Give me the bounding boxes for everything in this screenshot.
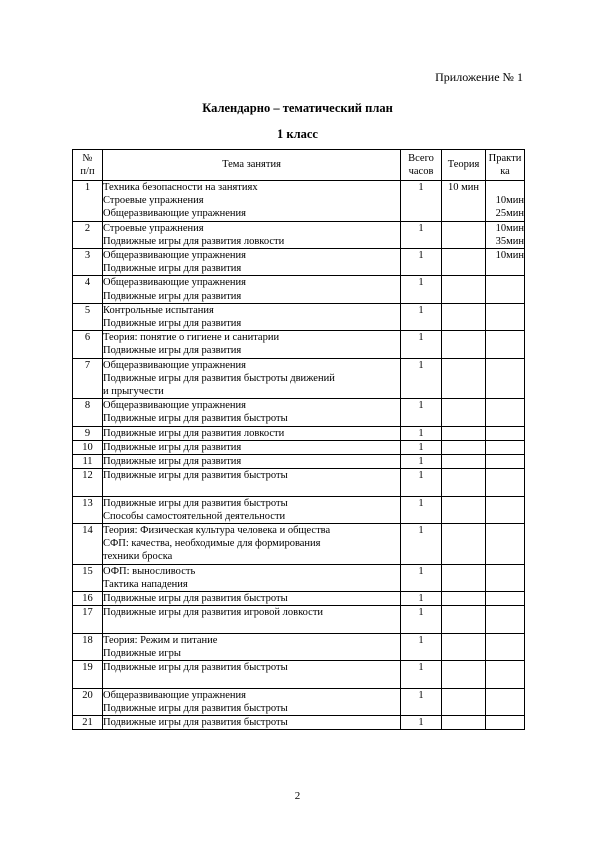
row-topic	[103, 303, 401, 330]
table-row	[73, 440, 525, 454]
table-row	[73, 592, 525, 606]
row-topic	[103, 426, 401, 440]
row-theory	[442, 715, 486, 729]
header-theory: Теория	[442, 150, 486, 181]
row-practice	[486, 496, 525, 523]
row-theory	[442, 606, 486, 633]
row-number: 1	[73, 181, 103, 222]
row-practice	[486, 661, 525, 688]
row-theory	[442, 496, 486, 523]
row-number: 19	[73, 661, 103, 688]
row-topic-line: Подвижные игры для развития быстроты	[103, 702, 288, 714]
row-practice	[486, 303, 525, 330]
table-row	[73, 455, 525, 469]
row-topic-line: Подвижные игры для развития игровой ловкости	[103, 607, 324, 619]
document-title: Календарно – тематический план	[202, 101, 393, 115]
row-topic	[103, 181, 401, 222]
table-row	[73, 715, 525, 729]
header-practice-line: ка	[500, 166, 510, 177]
table-row	[73, 496, 525, 523]
row-hours: 1	[401, 524, 442, 565]
row-theory	[442, 426, 486, 440]
row-topic-line: Подвижные игры для развития	[103, 290, 242, 302]
table-row	[73, 469, 525, 496]
row-number: 16	[73, 592, 103, 606]
row-topic-line: Общеразвивающие упражнения	[103, 277, 247, 289]
row-hours: 1	[401, 426, 442, 440]
row-number: 14	[73, 524, 103, 565]
row-practice-line: 35мин	[495, 235, 524, 247]
row-topic-line: СФП: качества, необходимые для формирования	[103, 538, 321, 550]
row-topic-line: Подвижные игры для развития быстроты движений	[103, 372, 335, 384]
row-topic-line: Общеразвивающие упражнения	[103, 250, 247, 262]
row-topic-line: Общеразвивающие упражнения	[103, 400, 247, 412]
row-topic-line: Техника безопасности на занятиях	[103, 182, 258, 193]
row-topic	[103, 440, 401, 454]
row-theory	[442, 358, 486, 399]
row-theory	[442, 221, 486, 248]
row-practice	[486, 633, 525, 660]
row-theory-line: 10 мин	[447, 182, 479, 193]
row-topic-line: Подвижные игры для развития быстроты	[103, 593, 288, 605]
row-practice-line: 25мин	[495, 208, 524, 220]
row-theory	[442, 688, 486, 715]
row-topic	[103, 715, 401, 729]
table-header-row	[73, 150, 525, 181]
table-row	[73, 606, 525, 633]
table-row	[73, 633, 525, 660]
row-hours: 1	[401, 181, 442, 222]
page-number: 2	[294, 790, 301, 802]
row-number: 12	[73, 469, 103, 496]
row-topic-line: Подвижные игры для развития	[103, 318, 242, 330]
row-theory	[442, 303, 486, 330]
row-hours: 1	[401, 455, 442, 469]
row-practice	[486, 688, 525, 715]
row-theory	[442, 249, 486, 276]
table-row	[73, 426, 525, 440]
row-topic-line: Способы самостоятельной деятельности	[103, 510, 286, 522]
row-theory	[442, 276, 486, 303]
table-body	[73, 181, 525, 730]
row-theory	[442, 661, 486, 688]
row-practice	[486, 426, 525, 440]
row-hours: 1	[401, 469, 442, 496]
table-row	[73, 221, 525, 248]
row-topic	[103, 633, 401, 660]
row-number: 6	[73, 331, 103, 358]
header-hours-line: часов	[408, 166, 434, 177]
header-practice-line: Практи	[488, 152, 522, 164]
header-hours-line: Всего	[408, 152, 434, 164]
row-hours: 1	[401, 715, 442, 729]
row-topic-line: Подвижные игры для развития	[103, 456, 242, 468]
row-hours: 1	[401, 440, 442, 454]
row-theory	[442, 399, 486, 426]
header-num-line: п/п	[80, 166, 95, 177]
table-row	[73, 181, 525, 222]
row-hours: 1	[401, 496, 442, 523]
row-hours: 1	[401, 358, 442, 399]
table-row	[73, 276, 525, 303]
row-hours: 1	[401, 249, 442, 276]
row-practice	[486, 249, 525, 276]
row-topic	[103, 455, 401, 469]
row-practice-line: 10мин	[495, 195, 524, 207]
row-topic-line: Подвижные игры для развития	[103, 441, 242, 453]
row-topic	[103, 249, 401, 276]
row-topic-line: Общеразвивающие упражнения	[103, 208, 247, 220]
row-topic-line: Подвижные игры для развития быстроты	[103, 470, 288, 482]
row-theory	[442, 181, 486, 222]
header-num-line: №	[82, 152, 93, 164]
row-topic	[103, 221, 401, 248]
row-topic-line: Подвижные игры для развития быстроты	[103, 413, 288, 425]
row-practice	[486, 592, 525, 606]
row-topic	[103, 661, 401, 688]
appendix-label: Приложение № 1	[435, 70, 523, 84]
row-topic-line: Общеразвивающие упражнения	[103, 359, 247, 371]
row-hours: 1	[401, 606, 442, 633]
row-practice	[486, 564, 525, 591]
row-topic-line: Теория: Режим и питание	[103, 634, 218, 646]
header-topic: Тема занятия	[103, 150, 401, 181]
row-topic-line: техники броска	[103, 551, 173, 563]
row-theory	[442, 455, 486, 469]
row-topic-line: Подвижные игры для развития быстроты	[103, 497, 288, 509]
row-practice-line: 10мин	[495, 250, 524, 262]
row-hours: 1	[401, 331, 442, 358]
row-practice	[486, 606, 525, 633]
row-hours: 1	[401, 592, 442, 606]
row-practice	[486, 524, 525, 565]
row-practice-line	[486, 181, 524, 194]
row-topic	[103, 606, 401, 633]
row-theory	[442, 469, 486, 496]
header-hours	[401, 150, 442, 181]
row-number: 5	[73, 303, 103, 330]
row-topic	[103, 276, 401, 303]
row-theory	[442, 440, 486, 454]
row-hours: 1	[401, 276, 442, 303]
header-num	[73, 150, 103, 181]
row-topic-line: Подвижные игры для развития ловкости	[103, 427, 285, 439]
row-practice	[486, 455, 525, 469]
row-practice	[486, 469, 525, 496]
row-topic	[103, 564, 401, 591]
row-topic-line: Подвижные игры для развития ловкости	[103, 235, 285, 247]
row-topic	[103, 331, 401, 358]
table-row	[73, 524, 525, 565]
row-topic-line: Тактика нападения	[103, 578, 188, 590]
table-row	[73, 564, 525, 591]
row-number: 13	[73, 496, 103, 523]
row-topic-line: Строевые упражнения	[103, 222, 204, 234]
row-number: 15	[73, 564, 103, 591]
row-number: 3	[73, 249, 103, 276]
row-hours: 1	[401, 399, 442, 426]
row-number: 18	[73, 633, 103, 660]
row-topic-line	[103, 674, 400, 687]
row-number: 4	[73, 276, 103, 303]
row-number: 20	[73, 688, 103, 715]
row-number: 9	[73, 426, 103, 440]
row-theory	[442, 564, 486, 591]
row-topic-line: Строевые упражнения	[103, 195, 204, 207]
row-topic-line: Подвижные игры для развития быстроты	[103, 662, 288, 674]
header-practice	[486, 150, 525, 181]
table-row	[73, 399, 525, 426]
row-number: 10	[73, 440, 103, 454]
table-row	[73, 249, 525, 276]
row-topic	[103, 688, 401, 715]
row-topic-line: Подвижные игры для развития быстроты	[103, 716, 288, 728]
row-theory	[442, 331, 486, 358]
row-practice	[486, 715, 525, 729]
row-topic	[103, 592, 401, 606]
row-practice	[486, 440, 525, 454]
row-number: 11	[73, 455, 103, 469]
row-practice	[486, 399, 525, 426]
row-practice	[486, 358, 525, 399]
row-number: 7	[73, 358, 103, 399]
row-topic-line: Подвижные игры для развития	[103, 263, 242, 275]
row-topic-line	[103, 620, 400, 633]
row-hours: 1	[401, 688, 442, 715]
row-practice-line: 10мин	[495, 222, 524, 234]
row-topic-line: Контрольные испытания	[103, 304, 214, 316]
row-hours: 1	[401, 564, 442, 591]
row-topic	[103, 358, 401, 399]
row-hours: 1	[401, 303, 442, 330]
row-theory	[442, 633, 486, 660]
row-hours: 1	[401, 221, 442, 248]
table-row	[73, 331, 525, 358]
row-topic	[103, 399, 401, 426]
row-practice	[486, 221, 525, 248]
row-topic	[103, 524, 401, 565]
row-topic-line: ОФП: выносливость	[103, 565, 196, 577]
row-topic-line: Общеразвивающие упражнения	[103, 689, 247, 701]
table-row	[73, 688, 525, 715]
row-practice	[486, 276, 525, 303]
row-theory	[442, 524, 486, 565]
row-number: 2	[73, 221, 103, 248]
row-number: 17	[73, 606, 103, 633]
table-row	[73, 303, 525, 330]
thematic-plan-table	[72, 149, 525, 730]
row-topic-line	[103, 482, 400, 495]
row-hours: 1	[401, 661, 442, 688]
row-topic-line: и прыгучести	[103, 386, 164, 398]
row-number: 8	[73, 399, 103, 426]
row-hours: 1	[401, 633, 442, 660]
row-practice	[486, 181, 525, 222]
row-topic-line: Теория: понятие о гигиене и санитарии	[103, 332, 280, 344]
row-topic-line: Подвижные игры	[103, 647, 181, 659]
document-subtitle: 1 класс	[277, 127, 318, 141]
table-row	[73, 358, 525, 399]
row-number: 21	[73, 715, 103, 729]
row-practice	[486, 331, 525, 358]
row-topic-line: Теория: Физическая культура человека и общества	[103, 525, 331, 537]
row-topic-line: Подвижные игры для развития	[103, 345, 242, 357]
row-topic	[103, 469, 401, 496]
table-row	[73, 661, 525, 688]
row-theory	[442, 592, 486, 606]
row-topic	[103, 496, 401, 523]
